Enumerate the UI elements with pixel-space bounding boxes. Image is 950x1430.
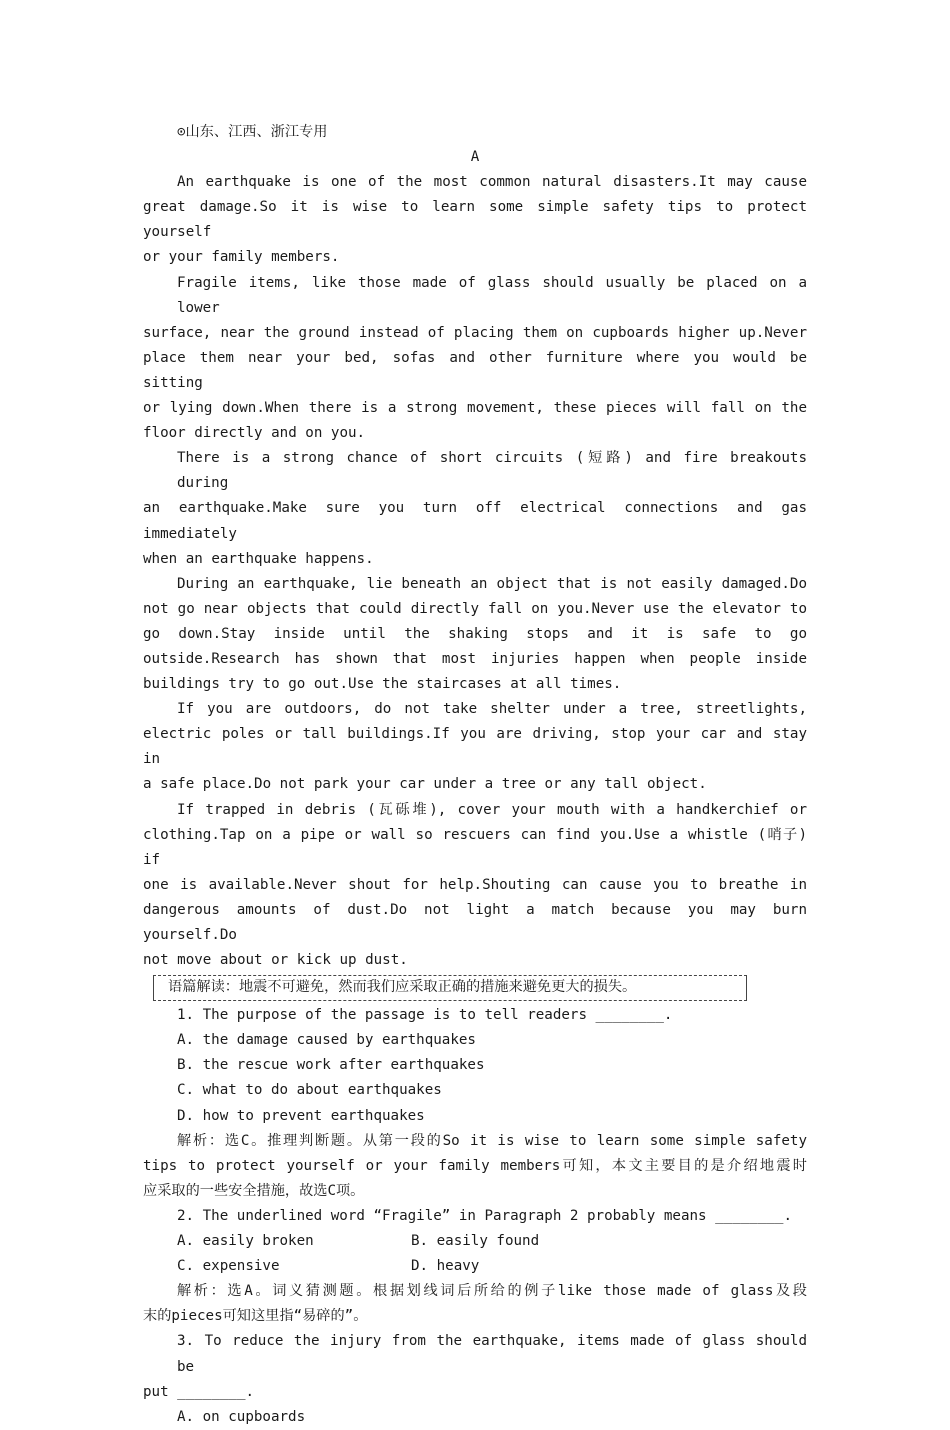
option: C. what to do about earthquakes	[177, 1082, 442, 1099]
region-header: ⊙山东、江西、浙江专用	[177, 124, 328, 140]
text-line: place them near your bed, sofas and other furniture where you would be sitting	[143, 349, 807, 391]
option: A. on cupboards	[177, 1408, 306, 1425]
text-line: clothing.Tap on a pipe or wall so rescuers can find you.Use a whistle (哨子) if	[143, 826, 807, 868]
question-3	[143, 1329, 807, 1429]
option-row	[143, 1254, 807, 1279]
analysis-line: 应采取的一些安全措施，故选C项。	[143, 1182, 365, 1199]
option: D. heavy	[411, 1258, 480, 1275]
option-row	[143, 1229, 807, 1254]
text-line: a safe place.Do not park your car under a tree or any tall object.	[143, 776, 707, 793]
text-line: buildings try to go out.Use the staircases at all times.	[143, 676, 622, 693]
passage-paragraph-5	[143, 697, 807, 797]
text-line: dangerous amounts of dust.Do not light a match because you may burn yourself.Do	[143, 901, 807, 943]
passage-paragraph-4	[143, 572, 807, 697]
section-label: A	[470, 149, 480, 166]
text-line: electric poles or tall buildings.If you are driving, stop your car and stay in	[143, 726, 807, 768]
text-line: Fragile items, like those made of glass should usually be placed on a lower	[177, 274, 807, 316]
question-stem: 1. The purpose of the passage is to tell readers ________.	[177, 1007, 673, 1024]
text-line: not move about or kick up dust.	[143, 952, 408, 969]
text-line: one is available.Never shout for help.Shouting can cause you to breathe in	[143, 876, 807, 893]
text-line: an earthquake.Make sure you turn off electrical connections and gas immediately	[143, 500, 807, 542]
text-line: An earthquake is one of the most common natural disasters.It may cause	[177, 174, 807, 191]
analysis-line: 解析：选A。词义猜测题。根据划线词后所给的例子like those made of glass及段	[177, 1283, 807, 1300]
text-line: If you are outdoors, do not take shelter under a tree, streetlights,	[177, 701, 807, 718]
reading-note: 语篇解读：地震不可避免，然而我们应采取正确的措施来避免更大的损失。	[168, 979, 637, 996]
text-line: During an earthquake, lie beneath an object that is not easily damaged.Do	[177, 575, 807, 592]
text-line: or lying down.When there is a strong movement, these pieces will fall on the	[143, 400, 807, 417]
text-line: when an earthquake happens.	[143, 550, 374, 567]
text-line: or your family members.	[143, 249, 340, 266]
option: A. easily broken	[177, 1233, 314, 1250]
option: B. the rescue work after earthquakes	[177, 1057, 485, 1074]
passage-paragraph-3	[143, 446, 807, 571]
option: C. expensive	[177, 1258, 280, 1275]
question-1	[143, 1003, 807, 1204]
text-line: floor directly and on you.	[143, 425, 366, 442]
question-stem: put ________.	[143, 1383, 255, 1400]
option: A. the damage caused by earthquakes	[177, 1032, 476, 1049]
text-line: There is a strong chance of short circuits (短路) and fire breakouts during	[177, 450, 807, 492]
passage-paragraph-1	[143, 170, 807, 270]
text-line: go down.Stay inside until the shaking stops and it is safe to go	[143, 625, 807, 642]
text-line: great damage.So it is wise to learn some simple safety tips to protect yourself	[143, 199, 807, 241]
option: B. easily found	[411, 1233, 540, 1250]
analysis-line: tips to protect yourself or your family members可知，本文主要目的是介绍地震时	[143, 1157, 807, 1174]
document-page	[143, 120, 807, 1430]
text-line: If trapped in debris (瓦砾堆), cover your mouth with a handkerchief or	[177, 801, 807, 818]
question-stem: 3. To reduce the injury from the earthquake, items made of glass should be	[177, 1333, 807, 1375]
option: D. how to prevent earthquakes	[177, 1107, 425, 1124]
question-2	[143, 1204, 807, 1329]
text-line: outside.Research has shown that most injuries happen when people inside	[143, 650, 807, 667]
text-line: not go near objects that could directly fall on you.Never use the elevator to	[143, 600, 807, 617]
analysis-line: 解析：选C。推理判断题。从第一段的So it is wise to learn some simple safety	[177, 1132, 807, 1149]
passage-paragraph-2	[143, 271, 807, 447]
passage-paragraph-6	[143, 798, 807, 974]
question-stem: 2. The underlined word “Fragile” in Paragraph 2 probably means ________.	[177, 1207, 792, 1224]
text-line: surface, near the ground instead of placing them on cupboards higher up.Never	[143, 324, 807, 341]
reading-note-box	[153, 975, 747, 1001]
analysis-line: 末的pieces可知这里指“易碎的”。	[143, 1308, 368, 1325]
